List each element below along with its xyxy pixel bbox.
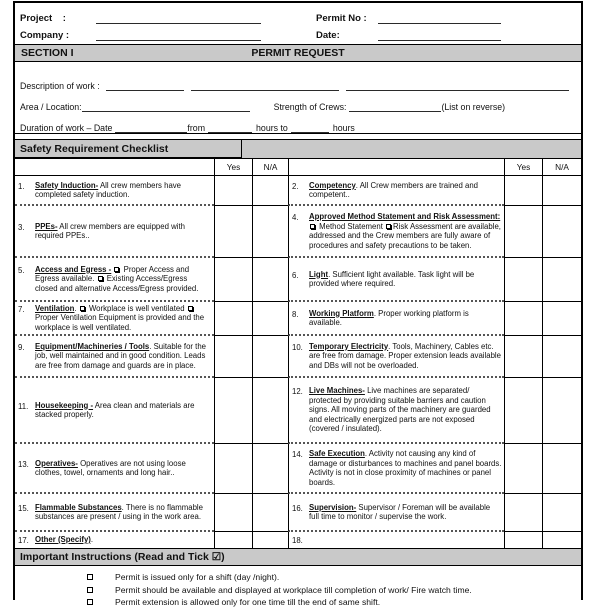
item-number: 14.	[292, 450, 303, 459]
duration-date-line[interactable]	[115, 122, 187, 133]
na-cell-16[interactable]	[542, 494, 581, 532]
area-location-label: Area / Location:	[20, 102, 82, 112]
item-number: 8.	[292, 309, 299, 319]
item-keyword: Temporary Electricity	[309, 341, 389, 351]
item-text: Light. Sufficient light available. Task light will be provided where required.	[309, 269, 475, 288]
item-text: Approved Method Statement and Risk Assessment: Method Statement Risk Assessment are available, addressed and the Crew members are fully aware of procedures and safety precautions to be taken.	[309, 212, 501, 250]
from-hours-line[interactable]	[208, 122, 252, 133]
item-text: PPEs- All crew members are equipped with required PPEs..	[35, 221, 185, 240]
checklist-header-spacer	[288, 159, 504, 176]
yes-cell-13[interactable]	[214, 444, 252, 494]
na-cell-5[interactable]	[252, 258, 288, 302]
area-location-line[interactable]	[82, 101, 250, 112]
na-cell-14[interactable]	[542, 444, 581, 494]
checkbox-icon[interactable]	[114, 267, 119, 272]
checklist-title: Safety Requirement Checklist	[15, 140, 242, 159]
yes-cell-9[interactable]	[214, 336, 252, 378]
na-cell-18[interactable]	[542, 532, 581, 548]
checklist-header-spacer	[15, 159, 214, 176]
instruction-text: Permit is issued only for a shift (day /night).	[115, 572, 280, 583]
checklist-item-7	[15, 302, 214, 336]
na-cell-17[interactable]	[252, 532, 288, 548]
item-keyword: Approved Method Statement and Risk Assessment:	[309, 212, 501, 221]
checklist-item-11	[15, 378, 214, 444]
item-text: Operatives- Operatives are not using loose clothes, towel, ornaments and long hair..	[35, 458, 186, 477]
item-text: Equipment/Machineries / Tools. Suitable for the job, well maintained and in good condition. Leads are free from damage and guards are in place.	[35, 341, 207, 370]
na-cell-2[interactable]	[542, 176, 581, 206]
checklist-header-na: N/A	[252, 159, 288, 176]
item-text: Ventilation. Workplace is well ventilated Proper Ventilation Equipment is provided and the workplace is well ventilated.	[35, 303, 205, 332]
item-number: 6.	[292, 270, 299, 280]
checkbox-icon[interactable]	[80, 306, 85, 311]
checklist-item-16	[288, 494, 504, 532]
item-text: Safe Execution. Activity not causing any kind of damage or disturbances to machines and panel boards. Activity is not in close proximity of machines or panel boards.	[309, 449, 502, 487]
na-cell-8[interactable]	[542, 302, 581, 336]
checklist-item-3	[15, 206, 214, 258]
yes-cell-3[interactable]	[214, 206, 252, 258]
na-cell-15[interactable]	[252, 494, 288, 532]
item-number: 3.	[18, 222, 25, 232]
na-cell-7[interactable]	[252, 302, 288, 336]
permit-no-input-line[interactable]	[378, 13, 501, 24]
item-text: Competency. All Crew members are trained and competent..	[309, 180, 478, 199]
na-cell-12[interactable]	[542, 378, 581, 444]
na-cell-10[interactable]	[542, 336, 581, 378]
item-keyword: Safe Execution	[309, 449, 365, 458]
section1-bar	[15, 44, 581, 62]
checkbox-icon[interactable]	[98, 276, 103, 281]
item-keyword: Other (Specify)	[35, 535, 91, 544]
item-number: 11.	[18, 401, 29, 411]
na-cell-4[interactable]	[542, 206, 581, 258]
item-text: Supervision- Supervisor / Foreman will be available full time to monitor / supervise the work.	[309, 502, 491, 521]
yes-cell-8[interactable]	[504, 302, 542, 336]
na-cell-13[interactable]	[252, 444, 288, 494]
item-number: 5.	[18, 265, 25, 275]
checklist-item-6	[288, 258, 504, 302]
na-cell-1[interactable]	[252, 176, 288, 206]
item-keyword: Housekeeping -	[35, 400, 94, 410]
checkbox-icon[interactable]	[310, 224, 315, 229]
checkbox-icon[interactable]	[188, 306, 193, 311]
hours-label: hours	[332, 123, 355, 133]
item-text: Safety Induction- All crew members have completed safety induction.	[35, 180, 182, 199]
instruction-text: Permit extension is allowed only for one time till the end of same shift.	[115, 597, 381, 608]
checklist-item-8	[288, 302, 504, 336]
yes-cell-15[interactable]	[214, 494, 252, 532]
description-label: Description of work :	[20, 81, 100, 91]
yes-cell-6[interactable]	[504, 258, 542, 302]
na-cell-9[interactable]	[252, 336, 288, 378]
from-label: from	[187, 123, 206, 133]
permit-no-label: Permit No :	[316, 13, 367, 24]
checklist-item-4	[288, 206, 504, 258]
company-label: Company :	[20, 30, 70, 41]
instruction-item	[15, 596, 581, 609]
checklist-item-1	[15, 176, 214, 206]
item-number: 15.	[18, 503, 29, 513]
to-hours-line[interactable]	[291, 122, 329, 133]
company-input-line[interactable]	[96, 30, 261, 41]
item-keyword: Equipment/Machineries / Tools	[35, 341, 150, 351]
checklist-item-9	[15, 336, 214, 378]
yes-cell-17[interactable]	[214, 532, 252, 548]
item-keyword: Working Platform	[309, 308, 374, 318]
item-number: 9.	[18, 342, 25, 352]
instruction-item	[15, 584, 581, 597]
item-keyword: PPEs-	[35, 221, 58, 231]
yes-cell-5[interactable]	[214, 258, 252, 302]
checklist-header-yes: Yes	[214, 159, 252, 176]
important-instructions-bar: Important Instructions (Read and Tick ☑)	[15, 548, 581, 566]
item-number: 4.	[292, 213, 299, 222]
description-line-3[interactable]	[346, 80, 569, 91]
yes-cell-12[interactable]	[504, 378, 542, 444]
yes-cell-14[interactable]	[504, 444, 542, 494]
yes-cell-1[interactable]	[214, 176, 252, 206]
item-text: Live Machines- Live machines are separated/ protected by providing suitable barriers and caution signs. All moving parts of the machinery are guarded and electrically energized parts are not exposed (covered / insulated).	[309, 386, 491, 434]
item-keyword: Ventilation	[35, 303, 75, 313]
item-keyword: Supervision-	[309, 502, 357, 512]
strength-line[interactable]	[349, 101, 441, 112]
date-input-line[interactable]	[378, 30, 501, 41]
checklist-item-18	[288, 532, 504, 548]
item-number: 16.	[292, 503, 303, 513]
item-number: 18.	[292, 536, 303, 545]
item-text: Working Platform. Proper working platform is available.	[309, 308, 469, 327]
item-number: 13.	[18, 459, 29, 469]
na-cell-11[interactable]	[252, 378, 288, 444]
item-text: Housekeeping - Area clean and materials are stacked properly.	[35, 400, 195, 419]
description-line-1[interactable]	[106, 80, 184, 91]
hours-to-label: hours to	[256, 123, 288, 133]
item-keyword: Live Machines-	[309, 386, 365, 396]
date-label: Date:	[316, 30, 340, 41]
strength-label: Strength of Crews:	[273, 102, 347, 112]
yes-cell-11[interactable]	[214, 378, 252, 444]
item-text: Other (Specify).	[35, 535, 94, 544]
instructions-list	[15, 566, 581, 609]
yes-cell-2[interactable]	[504, 176, 542, 206]
item-number: 12.	[292, 387, 303, 397]
permit-request-fields	[15, 62, 581, 134]
item-number: 17.	[18, 536, 29, 545]
checkbox-icon[interactable]	[386, 224, 391, 229]
item-text: Flammable Substances. There is no flammable substances are present / using in the work area.	[35, 502, 203, 521]
na-cell-3[interactable]	[252, 206, 288, 258]
form-header	[15, 3, 581, 41]
item-keyword: Safety Induction-	[35, 180, 99, 190]
item-number: 10.	[292, 342, 303, 352]
list-on-reverse-label: (List on reverse)	[441, 102, 506, 112]
project-label: Project :	[20, 13, 66, 24]
description-line-2[interactable]	[191, 80, 339, 91]
item-keyword: Flammable Substances	[35, 502, 122, 512]
instruction-item	[15, 571, 581, 584]
checklist-item-12	[288, 378, 504, 444]
duration-label: Duration of work – Date	[20, 123, 113, 133]
section1-label: SECTION I	[21, 47, 74, 59]
item-keyword: Competency	[309, 180, 356, 190]
section1-title: PERMIT REQUEST	[251, 47, 345, 59]
checklist-item-15	[15, 494, 214, 532]
item-keyword: Operatives-	[35, 458, 78, 468]
checklist-item-10	[288, 336, 504, 378]
yes-cell-16[interactable]	[504, 494, 542, 532]
permit-form-sheet	[13, 1, 583, 608]
na-cell-6[interactable]	[542, 258, 581, 302]
yes-cell-4[interactable]	[504, 206, 542, 258]
item-number: 2.	[292, 181, 299, 191]
item-keyword: Light	[309, 269, 329, 279]
item-keyword: Access and Egress -	[35, 264, 112, 274]
yes-cell-10[interactable]	[504, 336, 542, 378]
project-input-line[interactable]	[96, 13, 261, 24]
safety-checklist-table	[15, 159, 585, 548]
checklist-item-17	[15, 532, 214, 548]
yes-cell-7[interactable]	[214, 302, 252, 336]
checklist-header-yes: Yes	[504, 159, 542, 176]
checklist-title-bar	[15, 139, 581, 159]
item-number: 1.	[18, 181, 25, 191]
checklist-item-5	[15, 258, 214, 302]
item-text: Temporary Electricity. Tools, Machinery, Cables etc. are free from damage. Proper extension leads available and DBs will not be overloaded.	[309, 341, 501, 370]
instruction-text: Permit should be available and displayed at workplace till completion of work/ Fire watch time.	[115, 584, 472, 595]
item-number: 7.	[18, 304, 25, 314]
checklist-header-na: N/A	[542, 159, 581, 176]
checklist-item-2	[288, 176, 504, 206]
item-text: Access and Egress - Proper Access and Egress available. Existing Access/Egress closed and alternative Access/Egress provided.	[35, 264, 199, 293]
yes-cell-18[interactable]	[504, 532, 542, 548]
checklist-item-14	[288, 444, 504, 494]
checklist-item-13	[15, 444, 214, 494]
